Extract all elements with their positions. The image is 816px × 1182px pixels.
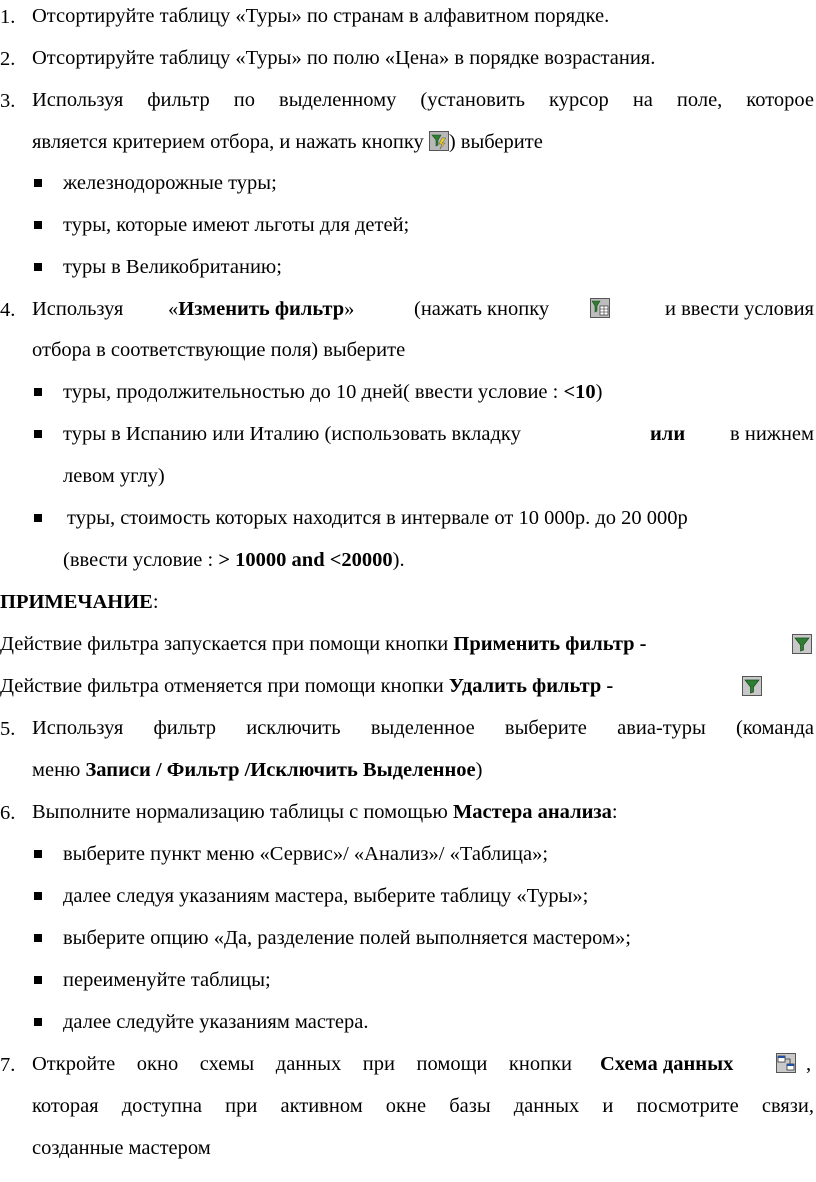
item-number: 4. <box>0 299 16 321</box>
note-text: Действие фильтра отменяется при помощи кнопки Удалить фильтр - <box>0 675 614 697</box>
remove-filter-icon <box>742 676 762 696</box>
bullet <box>34 850 42 858</box>
bullet-text: (ввести условие : > 10000 and <20000). <box>63 549 405 571</box>
change-filter-icon <box>590 298 610 318</box>
bullet-text: туры, стоимость которых находится в интервале от 10 000р. до 20 000р <box>67 507 688 529</box>
item-number: 1. <box>0 6 16 28</box>
item-text: Схема данных <box>600 1053 734 1075</box>
bullet <box>34 892 42 900</box>
relationships-icon <box>776 1053 796 1073</box>
item-text: меню Записи / Фильтр /Исключить Выделенное) <box>32 759 483 781</box>
bullet <box>34 430 42 438</box>
bullet-text: или <box>650 423 686 445</box>
item-text: Используя фильтр по выделенному (установить курсор на поле, которое <box>32 89 814 111</box>
bullet <box>34 1018 42 1026</box>
bullet-text: переименуйте таблицы; <box>63 969 271 991</box>
item-text: созданные мастером <box>32 1137 211 1159</box>
bullet <box>34 263 42 271</box>
bullet-text: туры, которые имеют льготы для детей; <box>63 214 410 236</box>
bullet-text: выберите опцию «Да, разделение полей выполняется мастером»; <box>63 927 631 949</box>
item-number: 3. <box>0 90 16 112</box>
bullet <box>34 221 42 229</box>
apply-filter-icon <box>792 634 812 654</box>
filter-by-selection-icon <box>429 131 449 151</box>
bullet-text: туры в Испанию или Италию (использовать вкладку <box>63 423 521 445</box>
note-text: Действие фильтра запускается при помощи кнопки Применить фильтр - <box>0 633 647 655</box>
item-text: Откройте окно схемы данных при помощи кнопки <box>32 1053 572 1075</box>
item-text: Отсортируйте таблицу «Туры» по полю «Цена» в порядке возрастания. <box>32 47 656 69</box>
item-text: (нажать кнопку <box>414 298 550 320</box>
bullet <box>34 179 42 187</box>
bullet-text: выберите пункт меню «Сервис»/ «Анализ»/ «Таблица»; <box>63 843 549 865</box>
bullet <box>34 514 42 522</box>
item-text: и ввести условия <box>664 298 814 320</box>
item-text: Используя <box>32 298 124 320</box>
item-number: 7. <box>0 1054 16 1076</box>
item-text: «Изменить фильтр» <box>168 298 355 320</box>
item-text: Выполните нормализацию таблицы с помощью Мастера анализа: <box>32 801 618 823</box>
item-text: , <box>806 1053 812 1075</box>
bullet <box>34 934 42 942</box>
bullet-text: далее следуйте указаниям мастера. <box>63 1011 369 1033</box>
item-text: является критерием отбора, и нажать кнопку ) выберите <box>32 131 543 153</box>
bullet-text: туры в Великобританию; <box>63 256 282 278</box>
bullet <box>34 388 42 396</box>
bullet-text: далее следуя указаниям мастера, выберите таблицу «Туры»; <box>63 885 589 907</box>
item-number: 5. <box>0 718 16 740</box>
bullet-text: левом углу) <box>63 465 165 487</box>
note-title: ПРИМЕЧАНИЕ: <box>0 591 159 613</box>
bullet-text: туры, продолжительностью до 10 дней( ввести условие : <10) <box>63 381 603 403</box>
bullet <box>34 976 42 984</box>
bullet-text: железнодорожные туры; <box>63 172 277 194</box>
item-text: отбора в соответствующие поля) выберите <box>32 339 406 361</box>
item-text: Отсортируйте таблицу «Туры» по странам в алфавитном порядке. <box>32 5 610 27</box>
item-number: 2. <box>0 48 16 70</box>
item-text: которая доступна при активном окне базы данных и посмотрите связи, <box>32 1095 814 1117</box>
item-text: Используя фильтр исключить выделенное выберите авиа-туры (команда <box>32 717 814 739</box>
item-number: 6. <box>0 802 16 824</box>
bullet-text: в нижнем <box>730 423 814 445</box>
